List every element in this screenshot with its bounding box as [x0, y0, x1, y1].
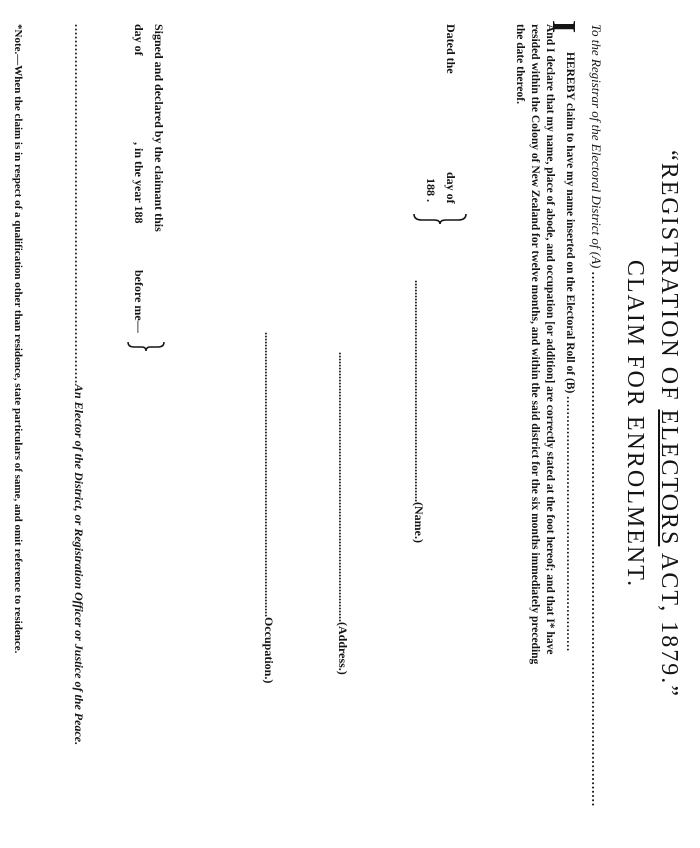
district-blank: .............................................................................................................................. [589, 271, 604, 808]
name-label: (Name.) [412, 502, 426, 543]
signed-day-of: day of [132, 24, 146, 56]
address-label: (Address.) [336, 622, 350, 675]
signed-brace [126, 340, 166, 352]
declaration-line-1: And I declare that my name, place of abode, and occupation [or addition] are correctly stated at the foot hereof; and that I* have [544, 24, 556, 655]
signed-in-year: , in the year 188 [132, 142, 146, 224]
witness-signature-blank[interactable]: .......................................................................................... [72, 24, 86, 384]
occupation-label: Occupation.) [262, 617, 276, 684]
act-title-suffix: ACT, 1879.” [656, 546, 682, 698]
act-title-electors: ELECTORS [656, 409, 682, 547]
form-subtitle: CLAIM FOR ENROLMENT. [622, 259, 648, 589]
name-field[interactable] [410, 280, 428, 543]
act-title [655, 0, 682, 848]
witness-line [71, 24, 86, 745]
declaration-line-2: resided within the Colony of New Zealand for twelve months, and within the said district for the six months immediately preceding [529, 24, 541, 665]
registrar-address-line [588, 24, 604, 814]
address-field[interactable] [334, 352, 352, 675]
claim-line-1 [564, 52, 576, 822]
signed-line-1: Signed and declared by the claimant this [152, 24, 166, 232]
declaration-line-3: the date thereof. [514, 24, 526, 104]
witness-designation: An Elector of the District, or Registration Officer or Justice of the Peace. [72, 384, 86, 746]
footnote: *Note.—When the claim is in respect of a qualification other than residence, state particulars of same, and omit reference to residence. [12, 24, 24, 654]
claim-line-1-text: HEREBY claim to have my name inserted on the Electoral Roll of (B) [564, 52, 576, 397]
occupation-field[interactable] [260, 332, 278, 683]
registrar-address-text: To the Registrar of the Electoral District of (A) [589, 24, 604, 272]
occupation-blank[interactable]: ............................................................................................... [262, 332, 276, 617]
name-blank[interactable]: .......................................................................... [412, 280, 426, 502]
dated-brace [412, 212, 468, 222]
act-title-prefix: “REGISTRATION OF [656, 150, 682, 410]
address-blank[interactable]: .......................................................................................... [336, 352, 350, 622]
drop-cap-initial: I [545, 20, 582, 34]
dated-year: 188 . [424, 178, 438, 202]
dated-day-of: day of [444, 172, 458, 204]
signed-before-me: before me— [132, 270, 146, 333]
electoral-roll-blank: .................................................................. [564, 396, 576, 652]
dated-label: Dated the [444, 24, 458, 74]
